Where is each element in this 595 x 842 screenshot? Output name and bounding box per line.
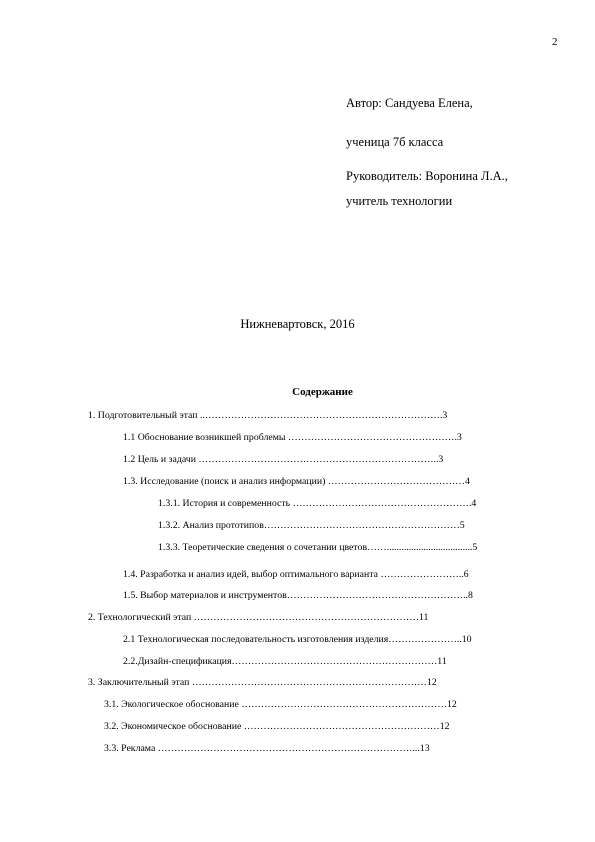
toc-entry: 1.4. Разработка и анализ идей, выбор оптимального варианта ……………………..6 (123, 569, 469, 580)
supervisor: Руководитель: Воронина Л.А., (346, 169, 508, 183)
page-number: 2 (552, 36, 558, 48)
toc-entry: 1.3. Исследование (поиск и анализ информации) ……………………………………4 (123, 476, 470, 487)
toc-entry: 2.2.Дизайн-спецификация………………………………………………………11 (123, 656, 447, 667)
toc-entry: 1.1 Обоснование возникшей проблемы …………………………………………….3 (123, 432, 462, 443)
toc-entry: 3. Заключительный этап ………………………………………………………………12 (88, 677, 437, 688)
toc-entry: 3.2. Экономическое обоснование ……………………………………………………12 (104, 721, 450, 732)
supervisor-title: учитель технологии (346, 194, 453, 208)
toc-entry: 3.1. Экологическое обоснование ………………………………………………………12 (104, 699, 457, 710)
toc-entry: 3.3. Реклама ……………………………………………………………………...13 (104, 743, 430, 754)
toc-entry: 1.3.1. История и современность ……………………………………………….4 (158, 498, 477, 509)
toc-entry: 1.2 Цель и задачи ………………………………………………………………..3 (123, 454, 444, 465)
toc-entry: 1. Подготовительный этап ..……………………………………………………………….3 (88, 410, 448, 421)
toc-entry: 1.3.2. Анализ прототипов……………………………………………………5 (158, 520, 465, 531)
toc-entry: 1.3.3. Теоретические сведения о сочетании цветов……...................................5 (158, 542, 478, 553)
toc-entry: 1.5. Выбор материалов и инструментов………………………………………………..8 (123, 590, 473, 601)
toc-entry: 2.1 Технологическая последовательность изготовления изделия…………………..10 (123, 634, 472, 645)
city-year: Нижневартовск, 2016 (240, 317, 355, 331)
toc-title: Содержание (292, 386, 353, 398)
author-name: Автор: Сандуева Елена, (346, 96, 473, 110)
toc-entry: 2. Технологический этап ……………………………………………………………11 (88, 612, 429, 623)
student-class: ученица 7б класса (346, 135, 444, 149)
